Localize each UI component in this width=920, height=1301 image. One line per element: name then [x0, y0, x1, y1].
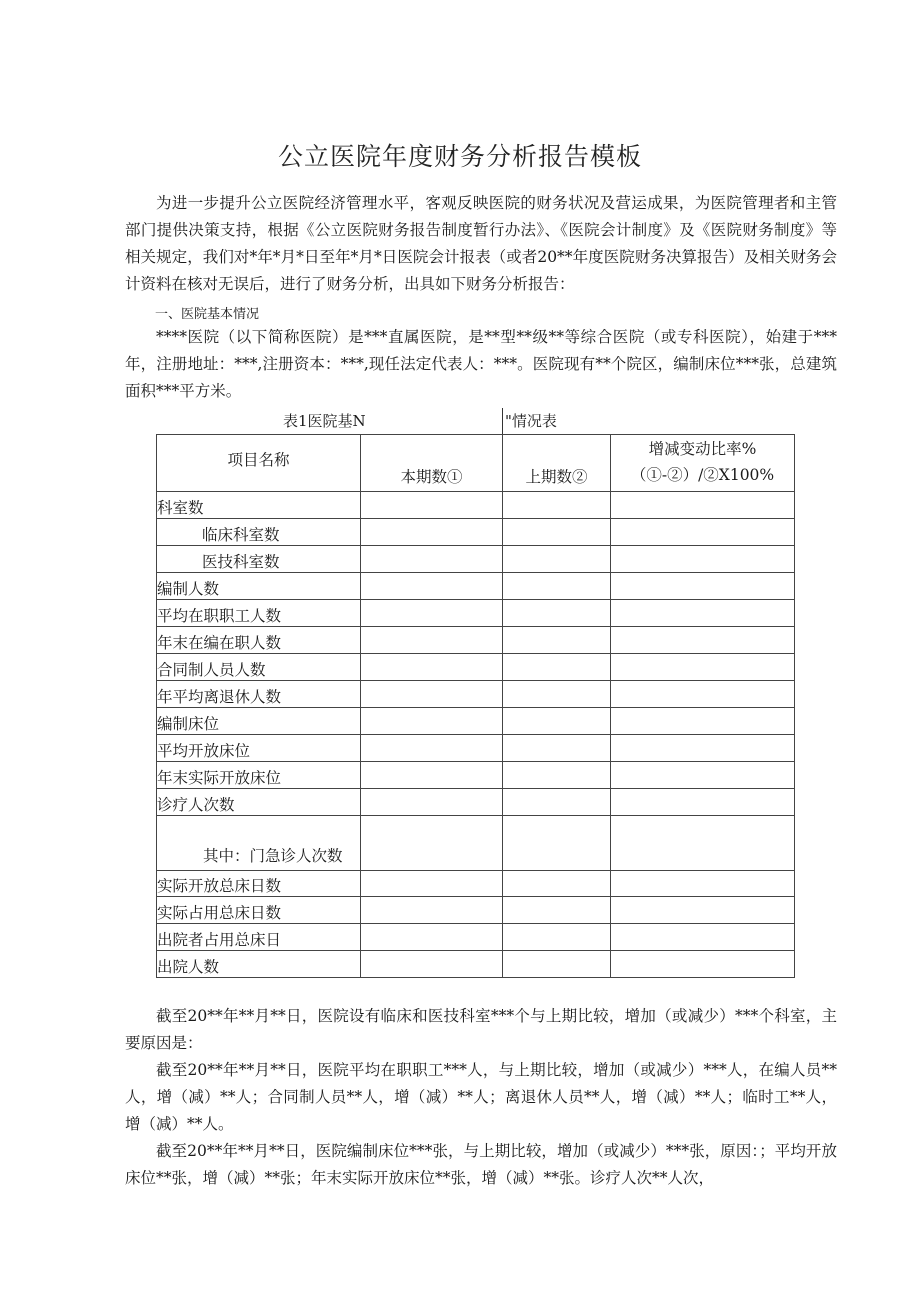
cell-current	[361, 871, 503, 897]
intro-paragraph: 为进一步提升公立医院经济管理水平，客观反映医院的财务状况及营运成果，为医院管理者和主管部门提供决策支持，根据《公立医院财务报告制度暂行办法》、《医院会计制度》及《医院财务制度》等相关规定，我们对*年*月*日至年*月*日医院会计报表（或者20**年度医院财务决算报告）及相关财务会计资料在核对无误后，进行了财务分析，出具如下财务分析报告：	[125, 194, 837, 293]
row-label: 实际占用总床日数	[157, 897, 361, 924]
departments-paragraph: 截至20**年**月**日，医院设有临床和医技科室***个与上期比较，增加（或减少）***个科室，主要原因是：	[125, 1007, 837, 1052]
cell-rate	[611, 735, 795, 762]
staff-paragraph: 截至20**年**月**日，医院平均在职职工***人，与上期比较，增加（或减少）***人，在编人员**人，增（减）**人；合同制人员**人，增（减）**人；离退休人员**人，增（减）**人；临时工**人，增（减）**人。	[125, 1061, 837, 1133]
cell-previous	[503, 681, 611, 708]
header-item-name: 项目名称	[157, 435, 361, 492]
section-heading-basic-info: 一、医院基本情况	[155, 307, 260, 322]
cell-rate	[611, 762, 795, 789]
table-row	[157, 627, 795, 654]
cell-previous	[503, 924, 611, 951]
cell-rate	[611, 924, 795, 951]
cell-current	[361, 573, 503, 600]
table-row	[157, 708, 795, 735]
cell-rate	[611, 627, 795, 654]
row-label: 年平均离退休人数	[157, 681, 361, 708]
table-row	[157, 762, 795, 789]
cell-rate	[611, 681, 795, 708]
table-row	[157, 681, 795, 708]
cell-rate	[611, 654, 795, 681]
table-caption-left: 表1医院基N	[283, 412, 366, 430]
table-row	[157, 519, 795, 546]
row-label: 编制床位	[157, 708, 361, 735]
row-label: 科室数	[157, 492, 361, 519]
hospital-basic-info-table	[156, 434, 795, 978]
row-label: 出院者占用总床日	[157, 924, 361, 951]
row-label: 医技科室数	[157, 546, 361, 573]
cell-rate	[611, 871, 795, 897]
header-change-rate-formula: （①-②）/②X100%	[630, 466, 775, 484]
cell-current	[361, 735, 503, 762]
cell-rate	[611, 951, 795, 978]
caption-divider	[502, 408, 503, 434]
table-row	[157, 600, 795, 627]
cell-rate	[611, 573, 795, 600]
table-row	[157, 871, 795, 897]
table-row	[157, 735, 795, 762]
cell-current	[361, 519, 503, 546]
basic-info-paragraph: ****医院（以下简称医院）是***直属医院，是**型**级**等综合医院（或专科医院），始建于***年，注册地址：***,注册资本：***,现任法定代表人：***。医院现有**个院区，编制床位***张，总建筑面积***平方米。	[125, 328, 837, 400]
cell-previous	[503, 951, 611, 978]
beds-paragraph: 截至20**年**月**日，医院编制床位***张，与上期比较，增加（或减少）***张，原因：；平均开放床位**张，增（减）**张；年末实际开放床位**张，增（减）**张。诊疗人次**人次，	[125, 1142, 837, 1187]
row-label: 年末实际开放床位	[157, 762, 361, 789]
cell-previous	[503, 735, 611, 762]
cell-previous	[503, 573, 611, 600]
cell-current	[361, 681, 503, 708]
row-label: 平均开放床位	[157, 735, 361, 762]
cell-current	[361, 654, 503, 681]
row-label: 临床科室数	[157, 519, 361, 546]
row-label: 诊疗人次数	[157, 789, 361, 816]
cell-previous	[503, 708, 611, 735]
cell-previous	[503, 519, 611, 546]
cell-rate	[611, 789, 795, 816]
cell-previous	[503, 897, 611, 924]
cell-previous	[503, 762, 611, 789]
header-change-rate-title: 增减变动比率%	[648, 440, 757, 458]
cell-rate	[611, 546, 795, 573]
cell-rate	[611, 492, 795, 519]
cell-current	[361, 546, 503, 573]
table-row	[157, 897, 795, 924]
cell-previous	[503, 600, 611, 627]
cell-rate	[611, 708, 795, 735]
header-previous-period: 上期数②	[503, 435, 611, 492]
table-row	[157, 816, 795, 871]
header-change-rate	[611, 435, 795, 492]
cell-previous	[503, 492, 611, 519]
row-label: 年末在编在职人数	[157, 627, 361, 654]
cell-previous	[503, 816, 611, 871]
cell-current	[361, 708, 503, 735]
cell-current	[361, 816, 503, 871]
cell-previous	[503, 871, 611, 897]
row-label: 出院人数	[157, 951, 361, 978]
row-label: 其中：门急诊人次数	[157, 816, 361, 871]
table-row	[157, 573, 795, 600]
row-label: 实际开放总床日数	[157, 871, 361, 897]
cell-previous	[503, 789, 611, 816]
header-current-period: 本期数①	[361, 435, 503, 492]
cell-current	[361, 492, 503, 519]
cell-rate	[611, 816, 795, 871]
table-row	[157, 951, 795, 978]
table-row	[157, 546, 795, 573]
table-caption-right: "情况表	[505, 412, 557, 430]
cell-rate	[611, 897, 795, 924]
cell-current	[361, 762, 503, 789]
row-label: 合同制人员人数	[157, 654, 361, 681]
table-row	[157, 924, 795, 951]
table-row	[157, 492, 795, 519]
row-label: 平均在职职工人数	[157, 600, 361, 627]
cell-previous	[503, 654, 611, 681]
cell-previous	[503, 546, 611, 573]
table-header-row	[157, 435, 795, 492]
table-row	[157, 654, 795, 681]
row-label: 编制人数	[157, 573, 361, 600]
cell-rate	[611, 600, 795, 627]
cell-current	[361, 627, 503, 654]
cell-current	[361, 924, 503, 951]
cell-current	[361, 789, 503, 816]
cell-current	[361, 897, 503, 924]
cell-current	[361, 951, 503, 978]
cell-current	[361, 600, 503, 627]
table-row	[157, 789, 795, 816]
cell-previous	[503, 627, 611, 654]
document-title: 公立医院年度财务分析报告模板	[277, 142, 642, 171]
cell-rate	[611, 519, 795, 546]
